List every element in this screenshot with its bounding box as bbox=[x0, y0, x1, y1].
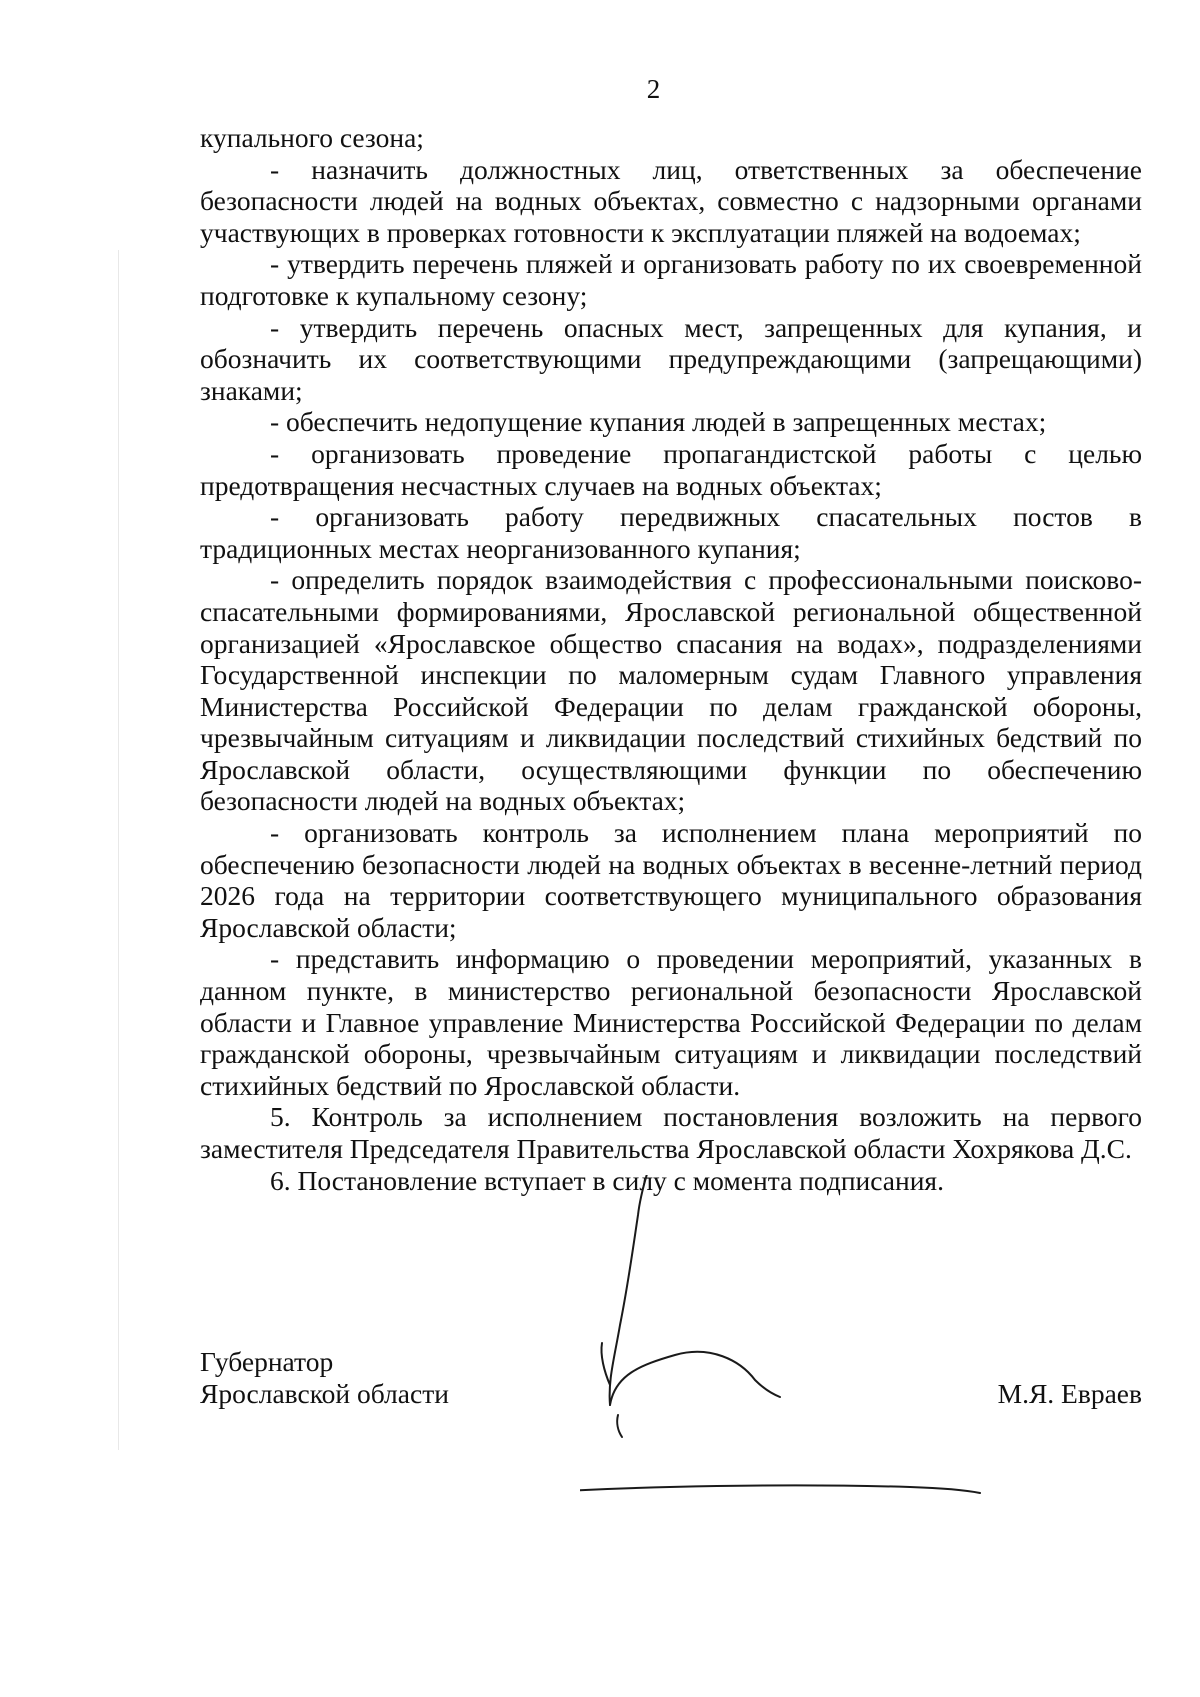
scan-edge-mark bbox=[118, 250, 119, 1450]
signatory-title bbox=[200, 1346, 620, 1410]
paragraph: 5. Контроль за исполнением постановления возложить на первого заместителя Председателя Правительства Ярославской области Хохрякова Д.С. bbox=[200, 1101, 1142, 1164]
paragraph: 6. Постановление вступает в силу с момента подписания. bbox=[270, 1164, 944, 1196]
paragraph: - организовать проведение пропагандистской работы с целью предотвращения несчастных случаев на водных объектах; bbox=[200, 437, 1142, 501]
document-body bbox=[200, 122, 1142, 1196]
handwritten-signature bbox=[580, 1175, 1060, 1505]
paragraph: - организовать работу передвижных спасательных постов в традиционных местах неорганизованного купания; bbox=[200, 501, 1142, 564]
paragraph: - утвердить перечень пляжей и организовать работу по их своевременной подготовке к купальному сезону; bbox=[200, 248, 1142, 311]
paragraph: - утвердить перечень опасных мест, запрещенных для купания, и обозначить их соответствующими предупреждающими (запрещающими) знаками; bbox=[200, 311, 1142, 406]
signatory-name: М.Я. Евраев bbox=[997, 1378, 1142, 1409]
paragraph: - назначить должностных лиц, ответственных за обеспечение безопасности людей на водных объектах, совместно с надзорными органами участвующих в проверках готовности к эксплуатации пляжей на водоемах; bbox=[200, 153, 1142, 248]
paragraph: - представить информацию о проведении мероприятий, указанных в данном пункте, в министерство региональной безопасности Ярославской области и Главное управление Министерства Российской Федерации по делам гражданской обороны, чрезвычайным ситуациям и ликвидации последствий стихийных бедствий по Ярославской области. bbox=[200, 943, 1142, 1101]
page-number: 2 bbox=[646, 74, 661, 104]
signatory-title-line-2: Ярославской области bbox=[200, 1378, 449, 1409]
signatory-title-line-1: Губернатор bbox=[200, 1346, 334, 1377]
paragraph: - обеспечить недопущение купания людей в запрещенных местах; bbox=[270, 406, 1047, 438]
paragraph: - организовать контроль за исполнением плана мероприятий по обеспечению безопасности людей на водных объектах в весенне-летний период 2026 года на территории соответствующего муниципального образования Ярославской области; bbox=[200, 817, 1142, 943]
paragraph: - определить порядок взаимодействия с профессиональными поисково-спасательными формированиями, Ярославской региональной общественной организацией «Ярославское общество спасания на водах», подразделениями Государственной инспекции по маломерным судам Главного управления Министерства Российской Федерации по делам гражданской обороны, чрезвычайным ситуациям и ликвидации последствий стихийных бедствий по Ярославской области, осуществляющими функции по обеспечению безопасности людей на водных объектах; bbox=[200, 564, 1142, 817]
paragraph: купального сезона; bbox=[200, 122, 424, 153]
